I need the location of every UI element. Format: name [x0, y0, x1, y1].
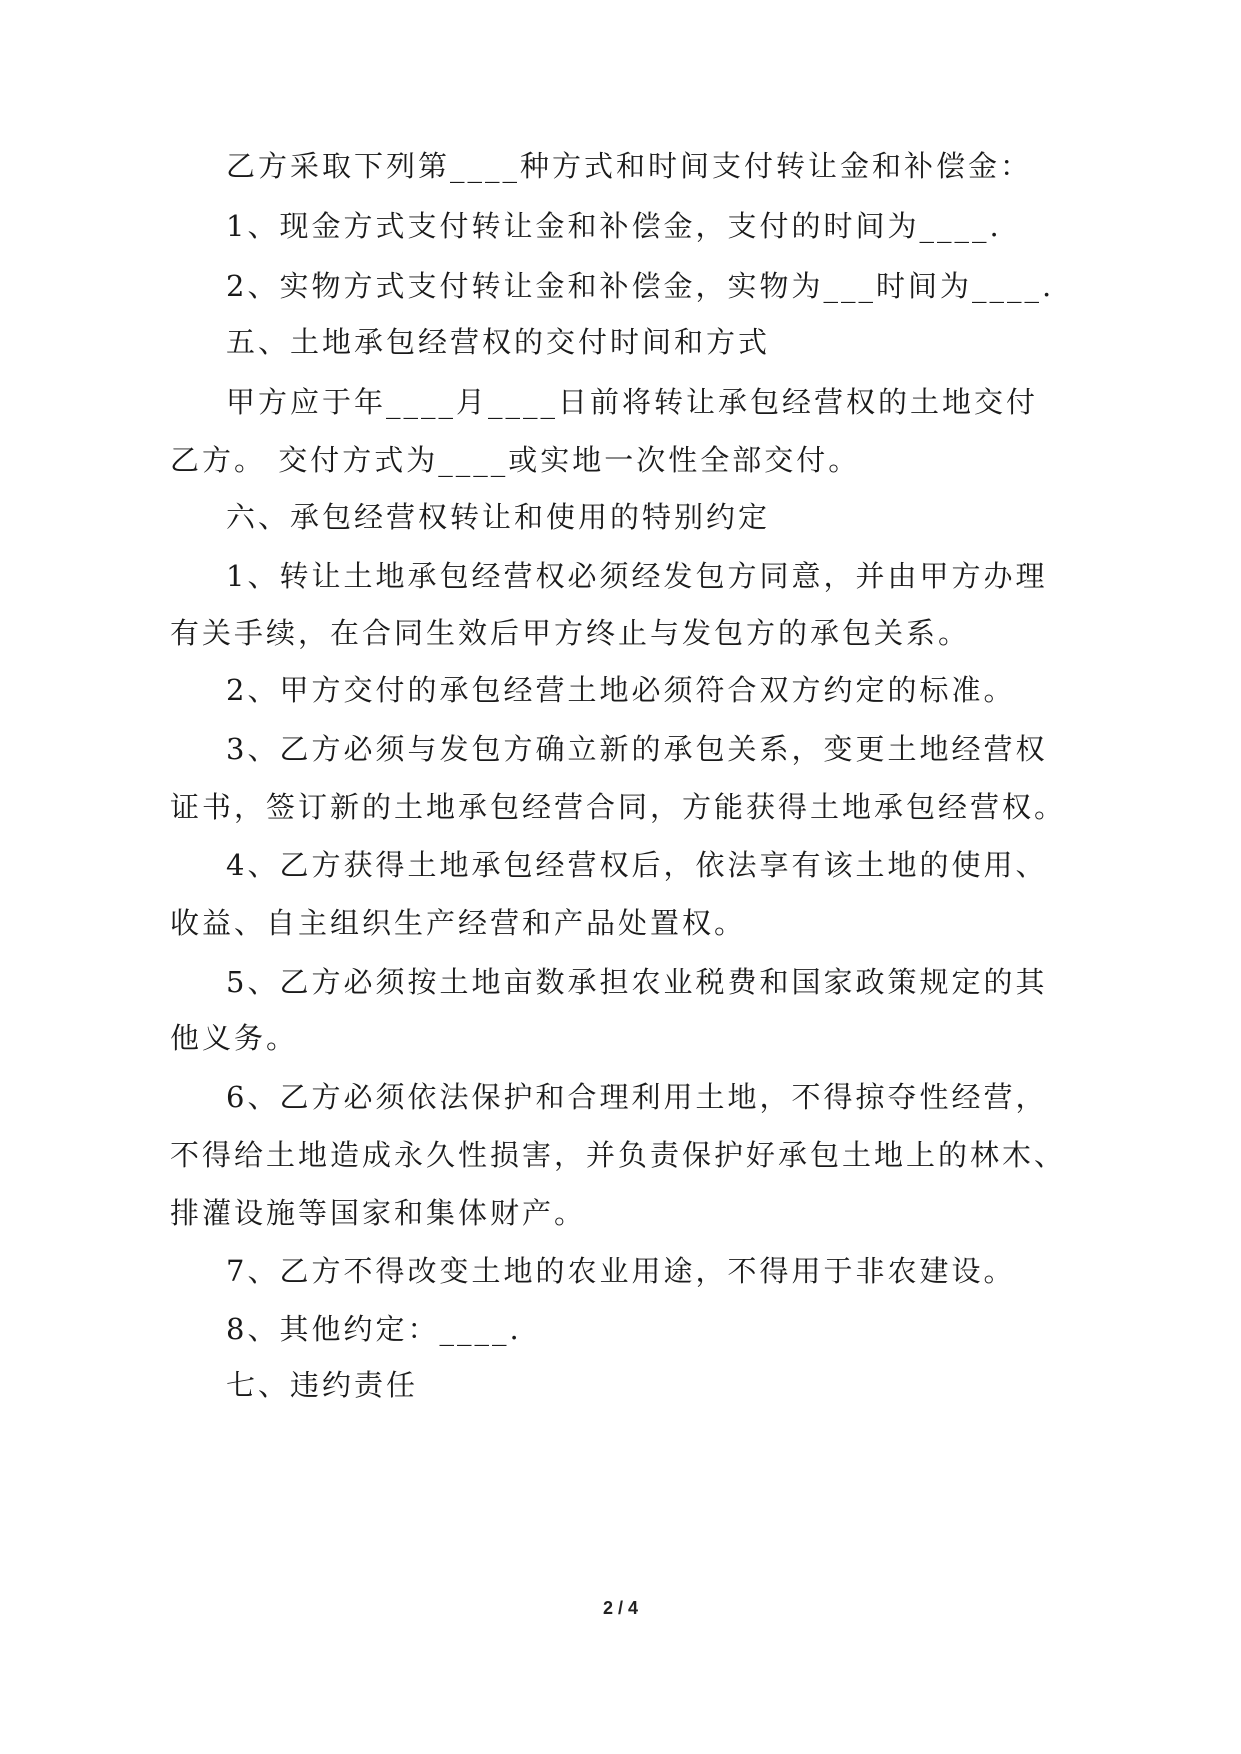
delivery-time-clause: 甲方应于年____月____日前将转让承包经营权的土地交付: [226, 385, 1039, 419]
special-term-7: 7、乙方不得改变土地的农业用途，不得用于非农建设。: [226, 1254, 1016, 1288]
special-term-6: 6、乙方必须依法保护和合理利用土地，不得掠夺性经营，: [226, 1080, 1048, 1114]
section-seven-heading: 七、违约责任: [226, 1368, 419, 1402]
special-term-2: 2、甲方交付的承包经营土地必须符合双方约定的标准。: [226, 673, 1016, 707]
special-term-1-cont: 有关手续，在合同生效后甲方终止与发包方的承包关系。: [170, 616, 971, 650]
special-term-3: 3、乙方必须与发包方确立新的承包关系，变更土地经营权: [226, 732, 1048, 766]
page-number: 2 / 4: [602, 1598, 639, 1618]
special-term-3-cont: 证书，签订新的土地承包经营合同，方能获得土地承包经营权。: [170, 790, 1067, 824]
special-term-5-cont: 他义务。: [170, 1021, 299, 1055]
payment-method-intro: 乙方采取下列第____种方式和时间支付转让金和补偿金：: [226, 149, 1033, 183]
special-term-5: 5、乙方必须按土地亩数承担农业税费和国家政策规定的其: [226, 965, 1048, 999]
special-term-4: 4、乙方获得土地承包经营权后，依法享有该土地的使用、: [226, 848, 1048, 882]
in-kind-payment-clause: 2、实物方式支付转让金和补偿金，实物为___时间为____.: [226, 269, 1055, 303]
section-five-heading: 五、土地承包经营权的交付时间和方式: [226, 325, 771, 359]
cash-payment-clause: 1、现金方式支付转让金和补偿金，支付的时间为____.: [226, 209, 1002, 243]
special-term-6-cont-1: 不得给土地造成永久性损害，并负责保护好承包土地上的林木、: [170, 1138, 1067, 1172]
special-term-8: 8、其他约定：____.: [226, 1312, 522, 1346]
special-term-6-cont-2: 排灌设施等国家和集体财产。: [170, 1196, 587, 1230]
special-term-1: 1、转让土地承包经营权必须经发包方同意，并由甲方办理: [226, 559, 1048, 593]
delivery-method-clause: 乙方。 交付方式为____或实地一次性全部交付。: [170, 443, 861, 477]
special-term-4-cont: 收益、自主组织生产经营和产品处置权。: [170, 906, 747, 940]
section-six-heading: 六、承包经营权转让和使用的特别约定: [226, 500, 771, 534]
